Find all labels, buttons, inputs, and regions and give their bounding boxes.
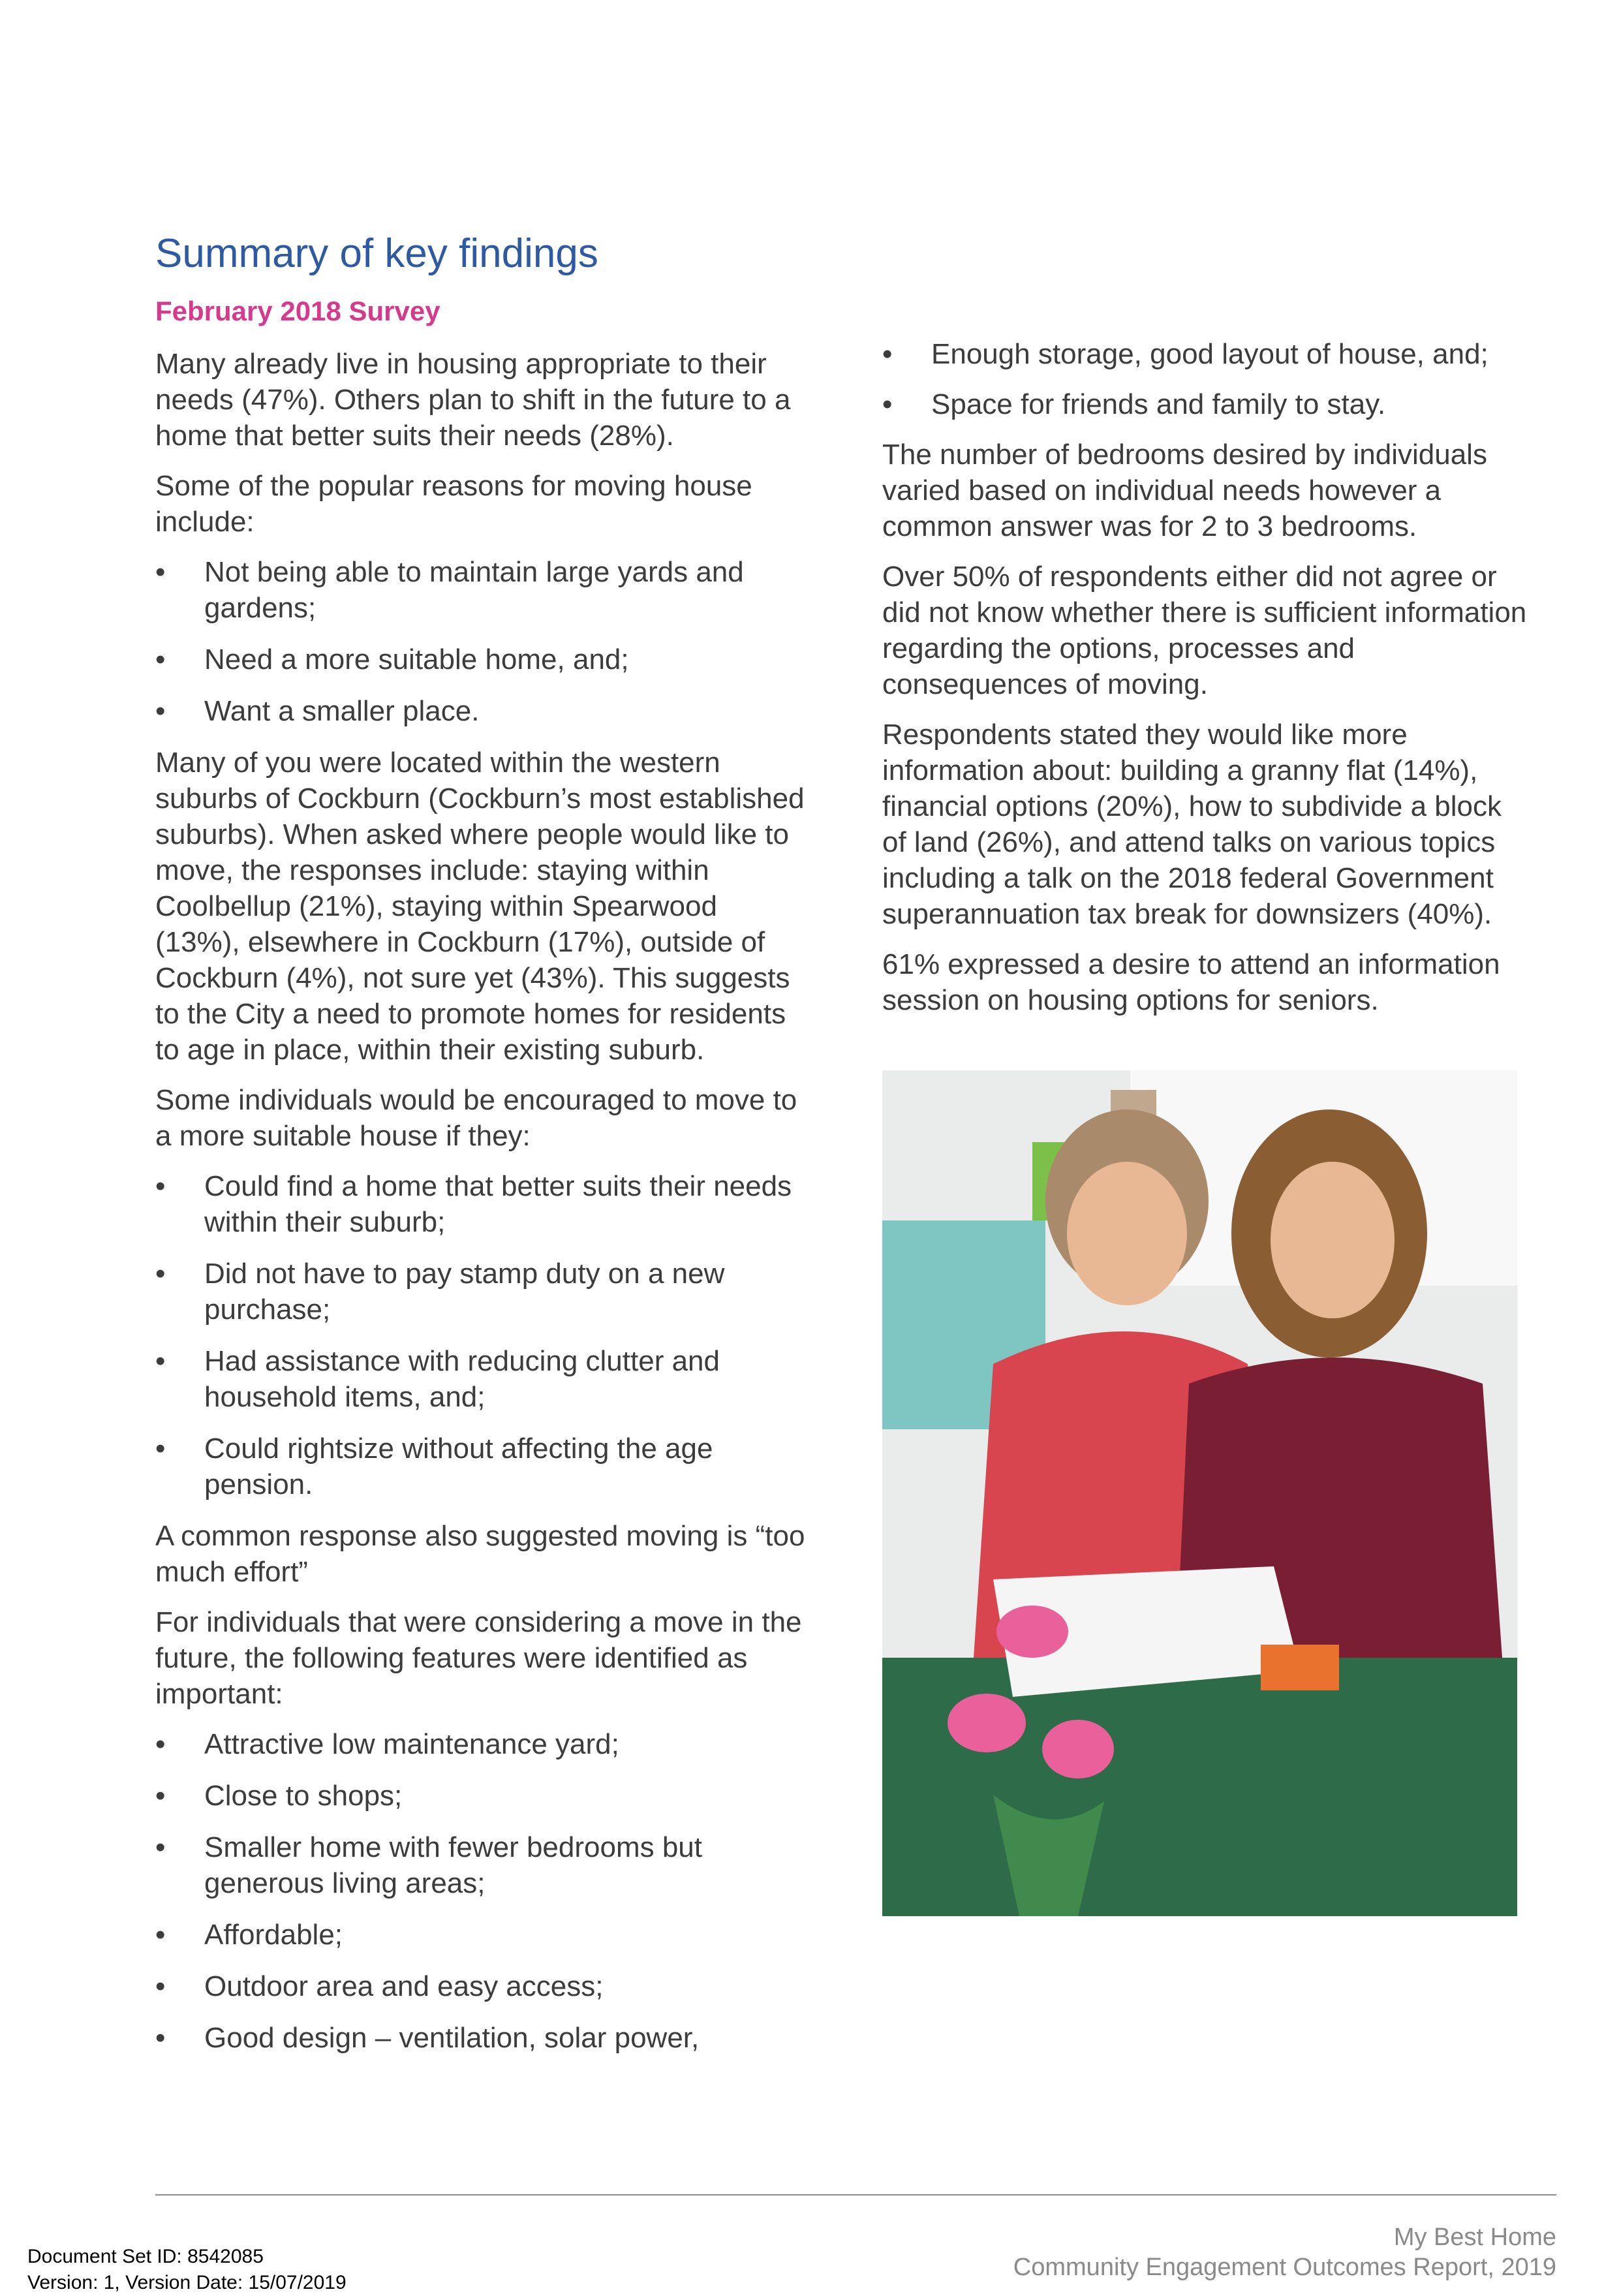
list-item: • Close to shops;: [155, 1778, 808, 1814]
list-item: • Outdoor area and easy access;: [155, 1968, 808, 2004]
list-item: • Affordable;: [155, 1917, 808, 1953]
paragraph-more-information: Respondents stated they would like more information about: building a granny flat (14%), financial options (20%), how to subdivide a block of land (26%), and attend talks on various topics including a talk on the 2018 federal Government superannuation tax break for downsizers (40%).: [882, 719, 1502, 930]
photo-orchid-flower: [948, 1694, 1026, 1752]
reasons-list: [155, 554, 808, 729]
list-item: • Want a smaller place.: [155, 693, 808, 729]
footer-divider: [155, 2194, 1556, 2195]
paragraph-bedrooms: The number of bedrooms desired by individuals varied based on individual needs however a common answer was for 2 to 3 bedrooms.: [882, 439, 1487, 542]
paragraph-encouraged-intro: Some individuals would be encouraged to move to a more suitable house if they:: [155, 1084, 797, 1152]
features-list-continued: [882, 336, 1528, 422]
photo-older-woman-face: [1067, 1162, 1187, 1305]
paragraph-reasons-intro: Some of the popular reasons for moving house include:: [155, 470, 752, 538]
photo-younger-woman-face: [1271, 1162, 1395, 1318]
paragraph-features-intro: For individuals that were considering a move in the future, the following features were identified as important:: [155, 1606, 802, 1710]
document-set-id: Document Set ID: 8542085: [27, 2246, 264, 2267]
list-item: • Good design – ventilation, solar power,: [155, 2020, 808, 2056]
document-version: Version: 1, Version Date: 15/07/2019: [27, 2272, 347, 2293]
list-item: • Had assistance with reducing clutter and household items, and;: [155, 1343, 808, 1415]
encouragements-list: [155, 1168, 808, 1502]
photo-illustration: [882, 1070, 1517, 1916]
right-column: [882, 336, 1528, 1032]
paragraph-session: 61% expressed a desire to attend an information session on housing options for seniors.: [882, 948, 1500, 1016]
page-title: Summary of key findings: [155, 231, 598, 276]
photo-two-women-at-table: [882, 1070, 1517, 1916]
photo-orchid-flower: [996, 1606, 1068, 1658]
footer-report-name: My Best Home: [1393, 2224, 1556, 2251]
paragraph-location: Many of you were located within the western suburbs of Cockburn (Cockburn’s most established suburbs). When asked where people would like to move, the responses include: staying within Coolbellup (21%), staying within Spearwood (13%), elsewhere in Cockburn (17%), outside of Cockburn (4%), not sure yet (43%). This suggests to the City a need to promote homes for residents to age in place, within their existing suburb.: [155, 747, 805, 1066]
list-item: • Smaller home with fewer bedrooms but generous living areas;: [155, 1829, 808, 1901]
list-item: • Could find a home that better suits their needs within their suburb;: [155, 1168, 808, 1240]
paragraph-information: Over 50% of respondents either did not agree or did not know whether there is sufficient information regarding the options, processes and consequences of moving.: [882, 561, 1527, 700]
list-item: • Attractive low maintenance yard;: [155, 1726, 808, 1762]
features-list: [155, 1726, 808, 2056]
section-subtitle: February 2018 Survey: [155, 296, 440, 326]
photo-orchid-flower: [1042, 1720, 1114, 1778]
list-item: • Could rightsize without affecting the age pension.: [155, 1431, 808, 1502]
list-item: • Need a more suitable home, and;: [155, 642, 808, 677]
list-item: • Did not have to pay stamp duty on a new purchase;: [155, 1256, 808, 1327]
paragraph-too-much-effort: A common response also suggested moving is “too much effort”: [155, 1520, 805, 1588]
list-item: • Space for friends and family to stay.: [882, 386, 1528, 422]
list-item: • Enough storage, good layout of house, and;: [882, 336, 1528, 372]
left-column: [155, 346, 808, 2071]
footer-report-info: [1013, 2222, 1556, 2282]
footer-report-title: Community Engagement Outcomes Report, 2019: [1013, 2254, 1556, 2281]
photo-booklet: [1261, 1645, 1339, 1690]
document-id-stamp: [27, 2244, 347, 2296]
list-item: • Not being able to maintain large yards and gardens;: [155, 554, 808, 626]
paragraph-housing-appropriate: Many already live in housing appropriate to their needs (47%). Others plan to shift in the future to a home that better suits their needs (28%).: [155, 348, 791, 452]
